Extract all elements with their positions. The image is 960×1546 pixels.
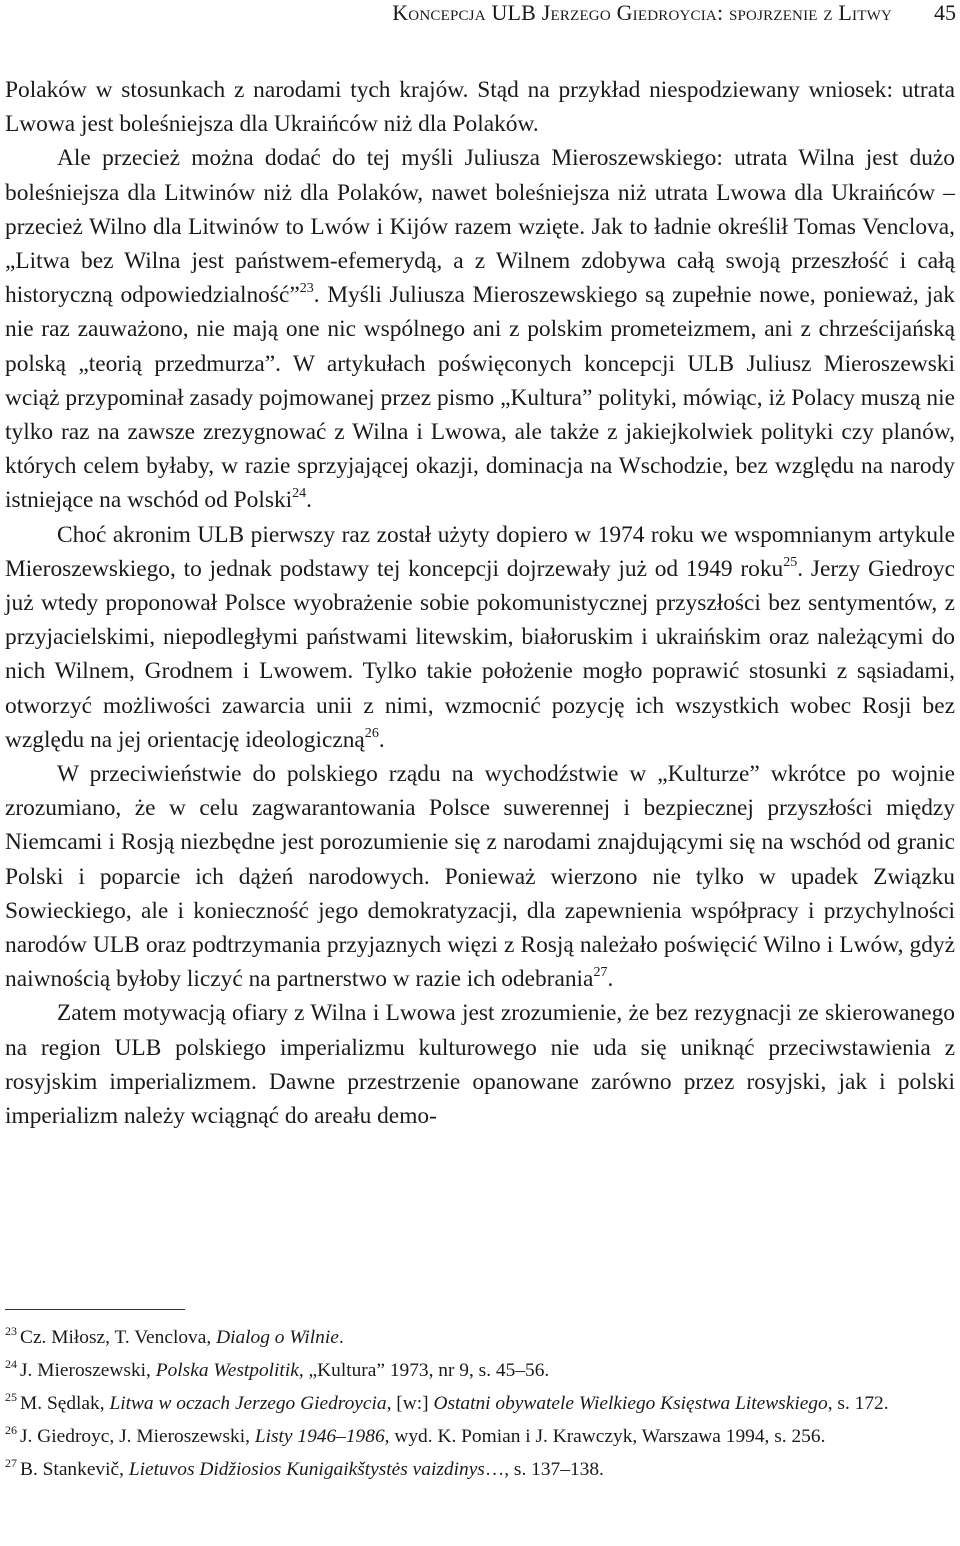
paragraph bbox=[5, 996, 955, 1133]
body-text bbox=[5, 73, 955, 1133]
footnote-24 bbox=[5, 1354, 955, 1387]
text-run: , „Kultura” 1973, nr 9, s. 45–56. bbox=[298, 1360, 550, 1381]
text-run: J. Mieroszewski, bbox=[20, 1360, 156, 1381]
text-run: B. Stankevič, bbox=[20, 1459, 129, 1480]
paragraph bbox=[5, 141, 955, 517]
text-run: . bbox=[607, 966, 614, 993]
cited-title: Litwa w oczach Jerzego Giedroycia bbox=[109, 1393, 387, 1414]
text-run: Ale przecież można dodać do tej myśli Juliusza Mieroszewskiego: utrata Wilna jest dużo boleśniejsza dla Litwinów niż dla Polaków, nawet boleśniejsza niż utrata Lwowa dla Ukraińców – przecież Wilno dla Litwinów to Lwów i Kijów razem wzięte. Jak to ładnie określił Tomas Venclova, „Litwa bez Wilna jest państwem-efemerydą, a z Wilnem zdobywa całą swoją przeszłość i całą historyczną odpowiedzialność” bbox=[5, 145, 955, 309]
cited-title: Dialog o Wilnie bbox=[216, 1327, 339, 1348]
cited-title: Listy 1946–1986 bbox=[254, 1426, 385, 1447]
text-run: M. Sędlak, bbox=[20, 1393, 110, 1414]
running-header bbox=[0, 0, 960, 30]
footnote-26 bbox=[5, 1420, 955, 1453]
cited-title: Lietuvos Didžiosios Kunigaikštystės vaizdinys bbox=[128, 1459, 485, 1480]
text-run: . bbox=[378, 726, 385, 753]
paragraph bbox=[5, 757, 955, 996]
text-run: , s. 172. bbox=[827, 1393, 889, 1414]
footnote-number: 27 bbox=[5, 1456, 18, 1471]
footnote-divider bbox=[5, 1309, 185, 1310]
cited-title: Ostatni obywatele Wielkiego Księstwa Litewskiego bbox=[433, 1393, 828, 1414]
running-title: Koncepcja ULB Jerzego Giedroycia: spojrzenie z Litwy bbox=[392, 0, 892, 25]
cited-title: Polska Westpolitik bbox=[155, 1360, 299, 1381]
footnote-ref[interactable]: 25 bbox=[783, 554, 798, 571]
footnote-ref[interactable]: 26 bbox=[364, 725, 379, 742]
paragraph bbox=[5, 518, 955, 757]
footnote-ref[interactable]: 24 bbox=[292, 485, 307, 502]
footnote-number: 25 bbox=[5, 1390, 18, 1405]
text-run: …, s. 137–138. bbox=[484, 1459, 604, 1480]
text-run: Polaków w stosunkach z narodami tych krajów. Stąd na przykład niespodziewany wniosek: utrata Lwowa jest boleśniejsza dla Ukraińców niż dla Polaków. bbox=[5, 77, 955, 138]
footnote-27 bbox=[5, 1453, 955, 1486]
text-run: , [w:] bbox=[386, 1393, 434, 1414]
text-run: W przeciwieństwie do polskiego rządu na wychodźstwie w „Kulturze” wkrótce po wojnie zrozumiano, że w celu zagwarantowania Polsce suwerennej i bezpiecznej przyszłości między Niemcami i Rosją niezbędne jest porozumienie się z narodami znajdującymi się na wschód od granic Polski i poparcie ich dążeń narodowych. Ponieważ wierzono nie tylko w upadek Związku Sowieckiego, ale i konieczność jego demokratyzacji, dla zapewnienia współpracy i przychylności narodów ULB oraz podtrzymania przyjaznych więzi z Rosją należało poświęcić Wilno i Lwów, gdyż naiwnością byłoby liczyć na partnerstwo w razie ich odebrania bbox=[5, 761, 955, 993]
footnote-ref[interactable]: 27 bbox=[593, 964, 608, 981]
text-run: Cz. Miłosz, T. Venclova, bbox=[20, 1327, 217, 1348]
footnote-25 bbox=[5, 1387, 955, 1420]
page-number: 45 bbox=[934, 0, 956, 25]
text-run: . bbox=[306, 487, 313, 514]
text-run: J. Giedroyc, J. Mieroszewski, bbox=[20, 1426, 255, 1447]
text-run: Zatem motywacją ofiary z Wilna i Lwowa jest zrozumienie, że bez rezygnacji ze skierowanego na region ULB polskiego imperializmu kulturowego nie uda się uniknąć przeciwstawienia z rosyjskim imperializmem. Dawne przestrzenie opanowane zarówno przez rosyjski, jak i polski imperializm należy wciągnąć do areału demo- bbox=[5, 1000, 955, 1130]
text-run: . bbox=[338, 1327, 344, 1348]
footnote-number: 23 bbox=[5, 1324, 18, 1339]
text-run: . Myśli Juliusza Mieroszewskiego są zupełnie nowe, ponieważ, jak nie raz zauważono, nie mają one nic wspólnego ani z polskim prometeizmem, ani z chrześcijańską polską „teorią przedmurza”. W artykułach poświęconych koncepcji ULB Juliusz Mieroszewski wciąż przypominał zasady pojmowanej przez pismo „Kultura” polityki, mówiąc, iż Polacy muszą nie tylko raz na zawsze zrezygnować z Wilna i Lwowa, ale także z jakiejkolwiek polityki czy planów, których celem byłaby, w razie sprzyjającej okazji, dominacja na Wschodzie, bez względu na narody istniejące na wschód od Polski bbox=[5, 282, 955, 514]
text-run: . Jerzy Giedroyc już wtedy proponował Polsce wyobrażenie sobie pokomunistycznej przyszłości bez sentymentów, z przyjacielskimi, niepodległymi państwami litewskim, białoruskim i ukraińskim oraz należącymi do nich Wilnem, Grodnem i Lwowem. Tylko takie położenie mogło poprawić stosunki z sąsiadami, otworzyć możliwości zawarcia unii z nimi, wzmocnić pozycję ich wszystkich wobec Rosji bez względu na jej orientację ideologiczną bbox=[5, 555, 955, 753]
text-run: , wyd. K. Pomian i J. Krawczyk, Warszawa 1994, s. 256. bbox=[384, 1426, 826, 1447]
footnote-number: 26 bbox=[5, 1423, 18, 1438]
footnote-ref[interactable]: 23 bbox=[299, 280, 314, 297]
footnotes bbox=[5, 1321, 955, 1486]
paragraph bbox=[5, 73, 955, 141]
footnote-23 bbox=[5, 1321, 955, 1354]
footnote-number: 24 bbox=[5, 1357, 18, 1372]
text-run: Choć akronim ULB pierwszy raz został użyty dopiero w 1974 roku we wspomnianym artykule Mieroszewskiego, to jednak podstawy tej koncepcji dojrzewały już od 1949 roku bbox=[5, 521, 955, 582]
